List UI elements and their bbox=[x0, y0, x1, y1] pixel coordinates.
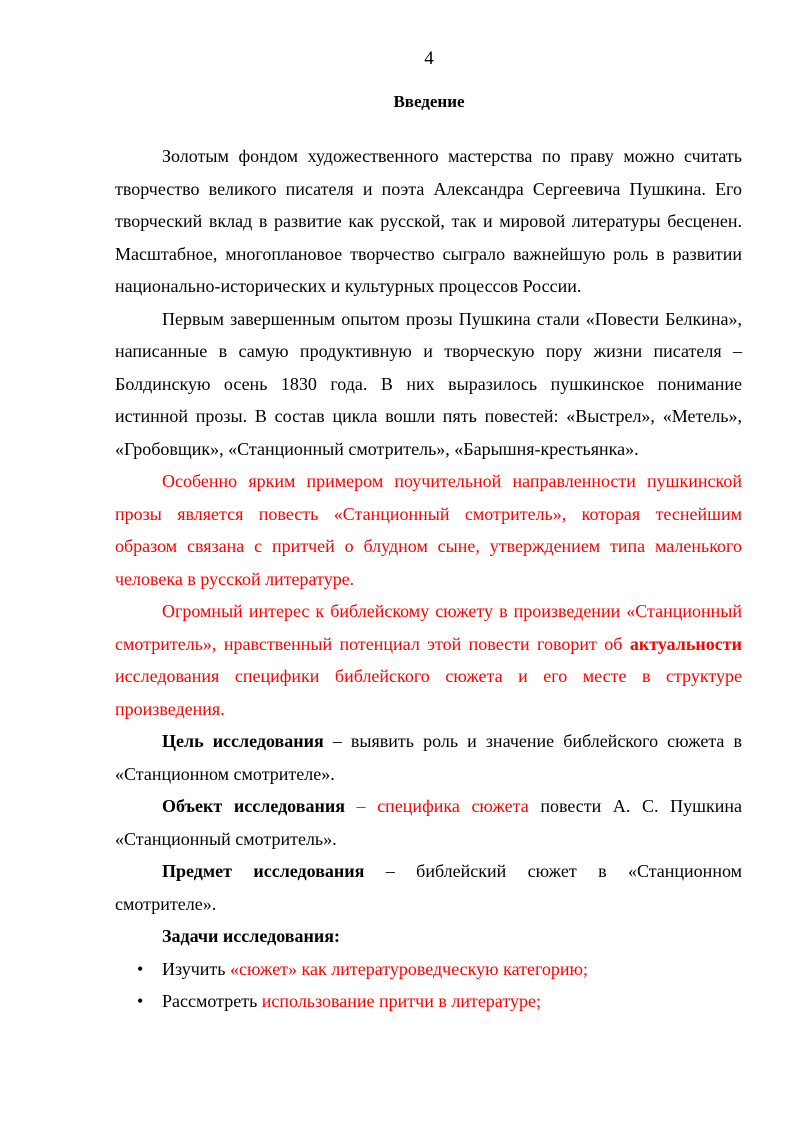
object-label: Объект исследования bbox=[162, 796, 345, 816]
task-highlight: «сюжет» как литературоведческую категорию; bbox=[230, 958, 588, 979]
paragraph-parable: Особенно ярким примером поучительной направленности пушкинской прозы является повесть «Станционный смотритель», которая теснейшим образом связана с притчей о блудном сыне, утверждением типа маленького человека в русской литературе. bbox=[115, 471, 742, 589]
paragraph-intro: Золотым фондом художественного мастерства по праву можно считать творчество великого писателя и поэта Александра Сергеевича Пушкина. Его творческий вклад в развитие как русской, так и мировой литературы бесценен. Масштабное, многоплановое творчество сыграло важнейшую роль в развитии национально-исторических и культурных процессов России. bbox=[115, 146, 742, 296]
paragraph-goal bbox=[115, 725, 742, 790]
bullet-icon: • bbox=[137, 958, 144, 979]
paragraph-relevance bbox=[115, 595, 742, 725]
object-dash: – bbox=[344, 796, 378, 816]
list-item bbox=[115, 953, 742, 986]
tasks-heading: Задачи исследования: bbox=[162, 926, 340, 946]
page-number: 4 bbox=[424, 48, 434, 69]
task-prefix: Изучить bbox=[162, 958, 230, 979]
task-highlight: использование притчи в литературе; bbox=[261, 991, 541, 1011]
subject-label: Предмет исследования bbox=[162, 861, 365, 881]
object-highlight: специфика сюжета bbox=[377, 796, 529, 816]
goal-label: Цель исследования bbox=[162, 731, 324, 751]
document-body bbox=[115, 140, 742, 1018]
object-text: повести А. С. Пушкина «Станционный смотритель». bbox=[115, 796, 743, 849]
goal-text: – выявить роль и значение библейского сюжета в «Станционном смотрителе». bbox=[115, 731, 742, 784]
bullet-icon: • bbox=[137, 991, 144, 1011]
tasks-list bbox=[115, 953, 742, 1018]
subject-text: – библейский сюжет в «Станционном смотрителе». bbox=[115, 861, 742, 914]
paragraph-object bbox=[115, 790, 742, 855]
section-heading: Введение bbox=[393, 92, 465, 111]
relevance-text-end: исследования специфики библейского сюжета и его месте в структуре произведения. bbox=[115, 666, 742, 719]
task-prefix: Рассмотреть bbox=[162, 991, 262, 1011]
paragraph-subject bbox=[115, 855, 742, 920]
relevance-keyword: актуальности bbox=[629, 633, 742, 654]
paragraph-belkin-tales: Первым завершенным опытом прозы Пушкина стали «Повести Белкина», написанные в самую продуктивную и творческую пору жизни писателя – Болдинскую осень 1830 года. В них выразилось пушкинское понимание истинной прозы. В состав цикла вошли пять повестей: «Выстрел», «Метель», «Гробовщик», «Станционный смотритель», «Барышня-крестьянка». bbox=[115, 308, 742, 459]
list-item bbox=[115, 985, 742, 1018]
relevance-text-start: Огромный интерес к библейскому сюжету в произведении «Станционный смотритель», нравственный потенциал этой повести говорит об bbox=[115, 601, 742, 654]
